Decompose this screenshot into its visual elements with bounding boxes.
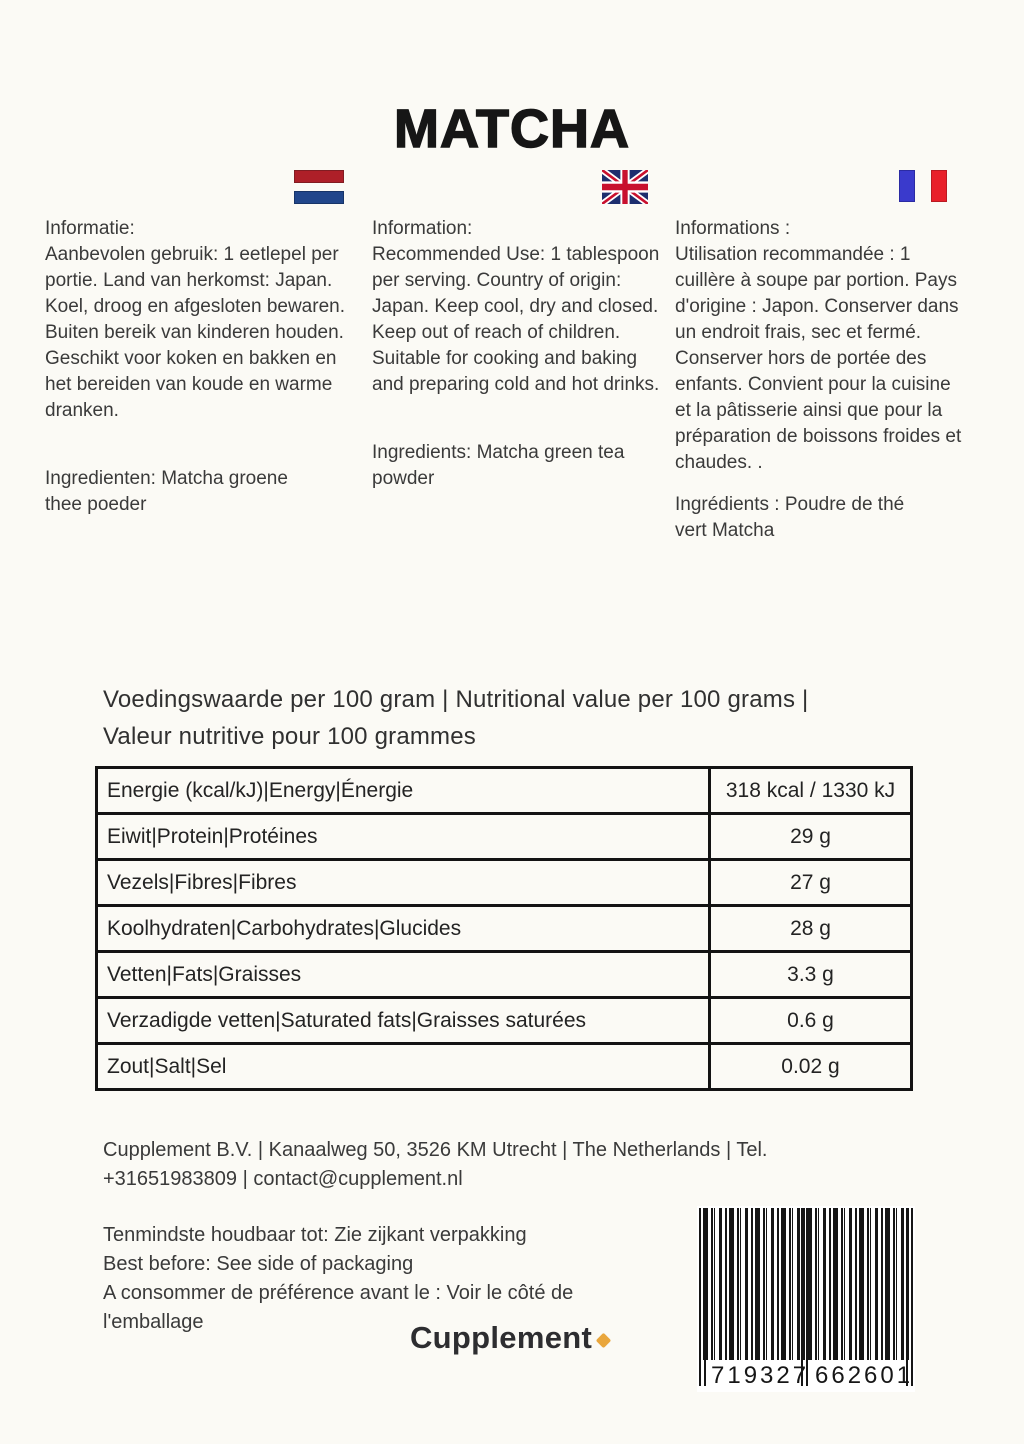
company-contact-line2: +31651983809 | contact@cupplement.nl — [103, 1168, 463, 1190]
company-contact-line1: Cupplement B.V. | Kanaalweg 50, 3526 KM Utrecht | The Netherlands | Tel. — [103, 1139, 768, 1161]
best-before-line-fr1: A consommer de préférence avant le : Voir le côté de — [103, 1282, 574, 1304]
nutrition-value: 3.3 g — [708, 953, 910, 996]
nutrition-heading-line1: Voedingswaarde per 100 gram | Nutritional value per 100 grams | — [103, 686, 809, 713]
barcode-guard-bar — [911, 1208, 913, 1386]
best-before-line-fr2: l'emballage — [103, 1311, 204, 1333]
nutrition-row-protein — [98, 812, 910, 858]
ingredients-en: Ingredients: Matcha green tea powder — [372, 442, 625, 489]
nutrition-label: Vetten|Fats|Graisses — [107, 962, 302, 986]
barcode-digits-left: 719327 — [711, 1362, 810, 1389]
info-heading-nl: Informatie: — [45, 218, 135, 239]
product-title: MATCHA — [394, 99, 630, 159]
nutrition-heading-line2: Valeur nutritive pour 100 grammes — [103, 723, 476, 750]
nutrition-label: Verzadigde vetten|Saturated fats|Graisses saturées — [107, 1008, 587, 1032]
nutrition-heading — [103, 681, 808, 755]
brand-logo — [410, 1320, 609, 1356]
nutrition-label: Energie (kcal/kJ)|Energy|Énergie — [107, 778, 414, 802]
ingredients-nl: Ingredienten: Matcha groene thee poeder — [45, 468, 288, 515]
info-column-nl — [45, 170, 351, 518]
barcode-digits-right: 662601 — [815, 1362, 914, 1389]
nutrition-row-energy — [98, 769, 910, 812]
info-body-nl: Aanbevolen gebruik: 1 eetlepel per portie. Land van herkomst: Japan. Koel, droog en afgesloten bewaren. Buiten bereik van kinderen houden. Geschikt voor koken en bakken en het bereiden van koude en warme dranken. — [45, 244, 345, 421]
nutrition-row-carbs — [98, 904, 910, 950]
nutrition-label: Vezels|Fibres|Fibres — [107, 870, 297, 894]
barcode-guard-bar — [699, 1208, 701, 1386]
brand-dot-icon — [596, 1333, 612, 1349]
info-body-fr: Utilisation recommandée : 1 cuillère à soupe par portion. Pays d'origine : Japon. Conserver dans un endroit frais, sec et fermé. Conserver hors de portée des enfants. Convient pour la cuisine et la pâtisserie ainsi que pour la préparation de boissons froides et chaudes. . — [675, 244, 962, 473]
barcode-guard-bar — [801, 1208, 803, 1386]
ingredients-fr: Ingrédients : Poudre de thé vert Matcha — [675, 494, 905, 541]
nutrition-row-salt — [98, 1042, 910, 1088]
info-heading-fr: Informations : — [675, 218, 791, 239]
uk-flag-icon — [602, 170, 648, 204]
best-before-line-nl: Tenmindste houdbaar tot: Zie zijkant verpakking — [103, 1224, 527, 1246]
company-contact — [103, 1136, 768, 1194]
nutrition-row-saturated-fats — [98, 996, 910, 1042]
france-flag-icon — [899, 170, 947, 202]
nutrition-label: Zout|Salt|Sel — [107, 1054, 227, 1078]
nutrition-label: Koolhydraten|Carbohydrates|Glucides — [107, 916, 462, 940]
nutrition-label: Eiwit|Protein|Protéines — [107, 824, 318, 848]
best-before-line-en: Best before: See side of packaging — [103, 1253, 414, 1275]
info-heading-en: Information: — [372, 218, 473, 239]
nutrition-value: 27 g — [708, 861, 910, 904]
barcode — [697, 1206, 915, 1392]
brand-wordmark: Cupplement — [410, 1320, 593, 1355]
nutrition-value: 0.02 g — [708, 1045, 910, 1088]
nutrition-row-fats — [98, 950, 910, 996]
nutrition-value: 28 g — [708, 907, 910, 950]
nutrition-value: 318 kcal / 1330 kJ — [708, 769, 910, 812]
info-column-en — [372, 170, 668, 492]
info-column-fr — [675, 170, 967, 544]
netherlands-flag-icon — [294, 170, 344, 204]
barcode-guard-bar — [806, 1208, 808, 1386]
info-body-en: Recommended Use: 1 tablespoon per serving. Country of origin: Japan. Keep cool, dry and closed. Keep out of reach of children. Suitable for cooking and baking and preparing cold and hot drinks. — [372, 244, 660, 395]
barcode-guard-bar — [704, 1208, 706, 1386]
barcode-guard-bar — [906, 1208, 908, 1386]
nutrition-table — [95, 766, 913, 1091]
nutrition-value: 0.6 g — [708, 999, 910, 1042]
nutrition-value: 29 g — [708, 815, 910, 858]
nutrition-row-fibre — [98, 858, 910, 904]
